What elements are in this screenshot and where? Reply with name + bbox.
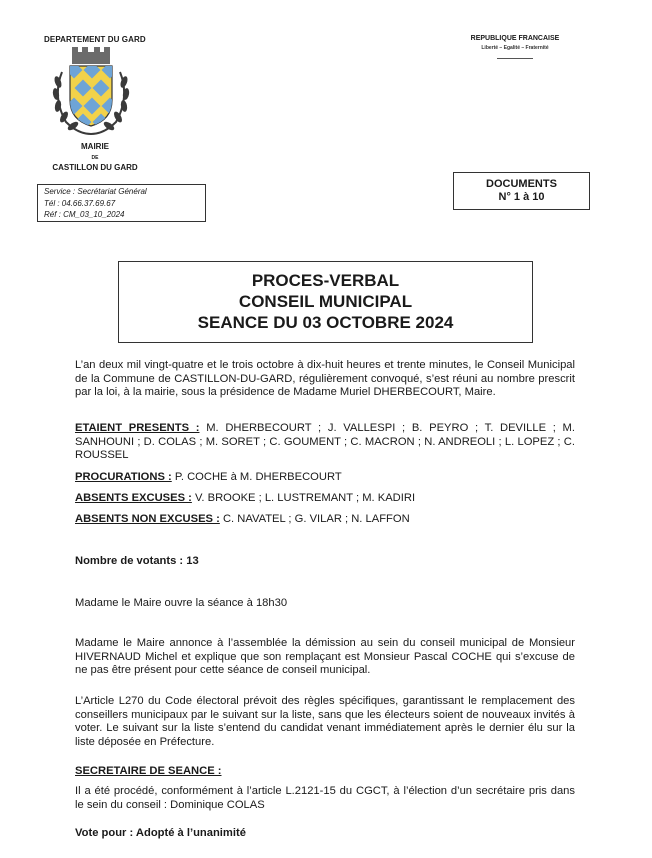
republic-label: REPUBLIQUE FRANCAISE bbox=[470, 35, 560, 42]
department-label: DEPARTEMENT DU GARD bbox=[44, 35, 146, 44]
absents-excuses-label: ABSENTS EXCUSES : bbox=[75, 492, 192, 504]
absents-non-excuses-label: ABSENTS NON EXCUSES : bbox=[75, 513, 220, 525]
commune-label: CASTILLON DU GARD bbox=[52, 163, 138, 172]
documents-label: DOCUMENTS bbox=[486, 178, 557, 190]
intro-paragraph: L’an deux mil vingt-quatre et le trois octobre à dix-huit heures et trente minutes, le Conseil Municipal de la Commune de CASTILLON-DU-GARD, régulièrement convoqué, s’est réuni au nombre prescrit par la loi, à la mairie, sous la présidence de Madame Muriel DHERBECOURT, Maire. bbox=[75, 359, 575, 398]
title-box bbox=[118, 261, 533, 343]
present-names: M. DHERBECOURT ; J. VALLESPI ; B. PEYRO ; T. DEVILLE ; M. SANHOUNI ; D. COLAS ; M. SORET ; C. GOUMENT ; C. MACRON ; N. ANDREOLI ; L. LOPEZ ; C. ROUSSEL bbox=[75, 422, 575, 461]
de-label: DE bbox=[91, 155, 99, 161]
title-line-2: CONSEIL MUNICIPAL bbox=[238, 292, 413, 311]
service-info-box bbox=[37, 184, 206, 222]
secretaire-heading: SECRETAIRE DE SEANCE : bbox=[75, 765, 222, 777]
service-line: Service : Secrétariat Général bbox=[44, 187, 147, 196]
absents-non-excuses-names: C. NAVATEL ; G. VILAR ; N. LAFFON bbox=[219, 513, 410, 525]
secretaire-paragraph: Il a été procédé, conformément à l’article L.2121-15 du CGCT, à l’élection d’un secrétaire pris dans le sein du conseil : Dominique COLAS bbox=[75, 785, 575, 811]
absents-excuses-paragraph bbox=[75, 492, 575, 506]
title-line-1: PROCES-VERBAL bbox=[251, 271, 400, 290]
demission-paragraph: Madame le Maire annonce à l’assemblée la démission au sein du conseil municipal de Monsieur HIVERNAUD Michel et explique que son remplaçant est Monsieur Pascal COCHE qui s’excuse de ne pas être présent pour cette séance de conseil municipal. bbox=[75, 637, 575, 676]
republic-motto: Liberté – Egalité – Fraternité bbox=[481, 45, 549, 51]
absents-excuses-names: V. BROOKE ; L. LUSTREMANT ; M. KADIRI bbox=[191, 492, 416, 504]
mairie-label: MAIRIE bbox=[81, 142, 109, 151]
article-paragraph: L’Article L270 du Code électoral prévoit des règles spécifiques, garantissant le remplacement des conseillers municipaux par le suivant sur la liste, sans que les électeurs soient de nouveaux invités à voter. Le suivant sur la liste s’entend du candidat venant immédiatement après le dernier élu sur la liste déposée en Préfecture. bbox=[75, 695, 575, 748]
title-line-3: SEANCE DU 03 OCTOBRE 2024 bbox=[197, 313, 454, 332]
present-paragraph bbox=[75, 422, 575, 463]
procurations-paragraph bbox=[75, 471, 575, 485]
present-label: ETAIENT PRESENTS : bbox=[75, 422, 200, 434]
procurations-names: P. COCHE à M. DHERBECOURT bbox=[171, 471, 342, 483]
phone-line: Tél : 04.66.37.69.67 bbox=[44, 198, 116, 208]
procurations-label: PROCURATIONS : bbox=[75, 471, 172, 483]
coat-of-arms-icon bbox=[48, 42, 134, 138]
vote-result: Vote pour : Adopté à l’unanimité bbox=[75, 827, 246, 839]
votants-count: Nombre de votants : 13 bbox=[75, 555, 199, 567]
motto-divider bbox=[497, 58, 533, 59]
documents-range: N° 1 à 10 bbox=[498, 191, 545, 203]
ouverture-paragraph: Madame le Maire ouvre la séance à 18h30 bbox=[75, 597, 288, 609]
documents-box bbox=[453, 172, 590, 210]
reference-line: Réf : CM_03_10_2024 bbox=[44, 210, 125, 219]
absents-non-excuses-paragraph bbox=[75, 513, 575, 527]
